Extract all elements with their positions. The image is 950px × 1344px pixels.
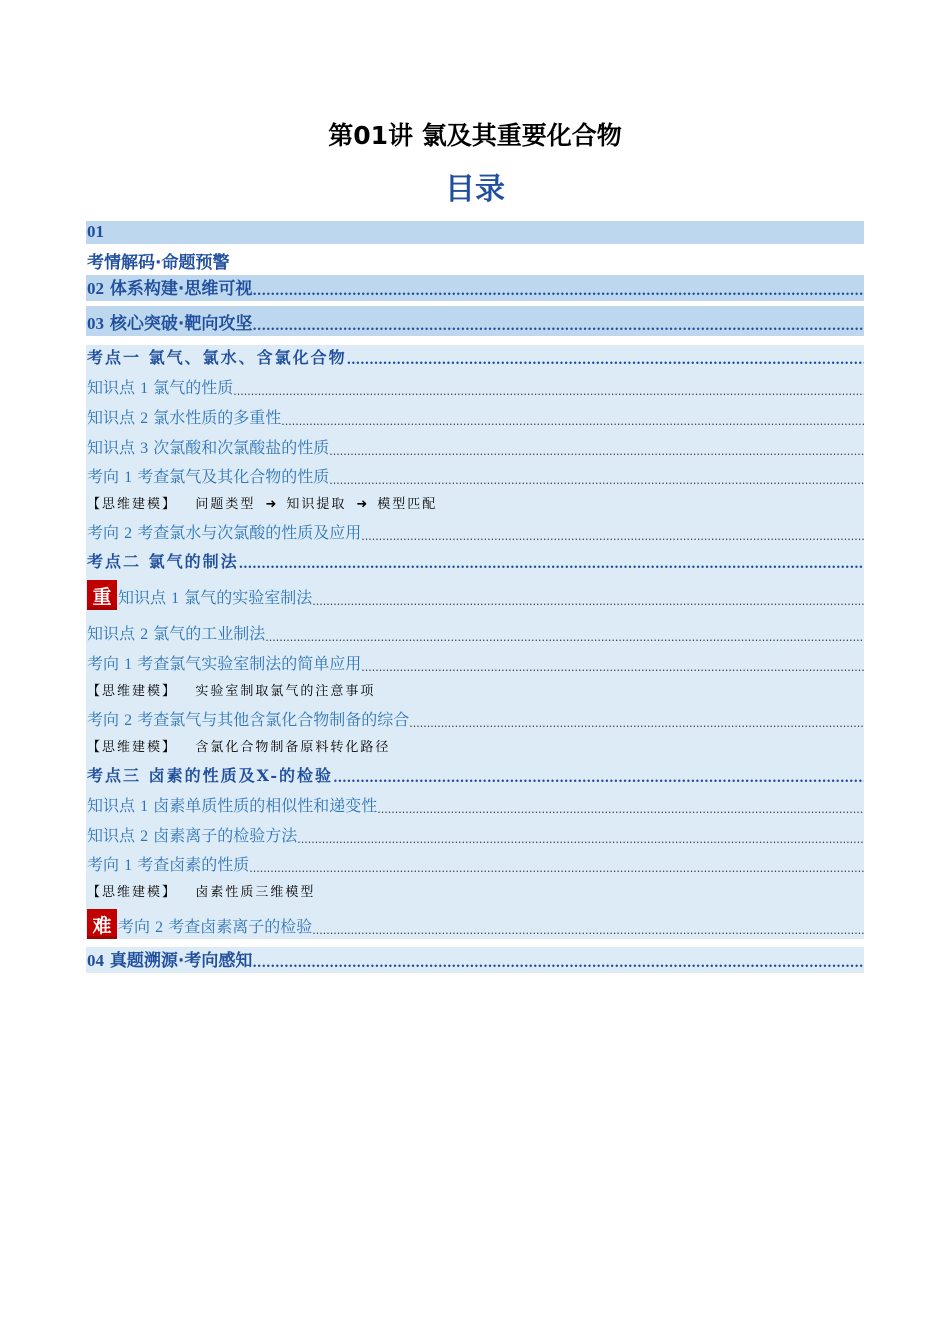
toc-item-label: 考查氯气及其化合物的性质: [137, 467, 330, 486]
toc-leader-dots: [312, 924, 864, 937]
toc-section-label: 考情解码·命题预警: [87, 253, 230, 273]
toc-kaodian-2-row[interactable]: [86, 545, 864, 574]
toc-section-label: 真题溯源·考向感知: [109, 951, 253, 971]
toc-section-number: 02: [87, 279, 104, 298]
toc-leader-dots: [233, 385, 864, 398]
toc-knowledge-point-row[interactable]: 知识点 1 卤素单质性质的相似性和递变性 .....: [86, 788, 864, 818]
toc-direction-row[interactable]: 难 考向 2 考查卤素离子的检验 .....: [86, 904, 864, 939]
toc-section-04-row[interactable]: [86, 947, 864, 973]
thinking-model-tag: 【思维建模】: [87, 684, 178, 699]
toc-leader-dots: [361, 661, 864, 674]
toc-direction-row[interactable]: 考向 1 考查氯气及其化合物的性质 .....: [86, 460, 864, 489]
toc-item-label: 卤素离子的检验方法: [153, 826, 298, 845]
difficult-point-badge: 难: [87, 909, 117, 939]
toc-leader-dots: [281, 415, 864, 428]
toc-item-label: 氯水性质的多重性: [153, 408, 282, 427]
page-title: 第01讲 氯及其重要化合物: [328, 121, 622, 150]
toc-section-number: 04: [87, 951, 104, 970]
toc-kaodian-3-row[interactable]: [86, 759, 864, 788]
arrow-right-icon: ➜: [265, 497, 277, 512]
toc-kaodian-1-row[interactable]: [86, 345, 864, 370]
thinking-model-tag: 【思维建模】: [87, 885, 178, 900]
toc-thinking-model-row[interactable]: 【思维建模】 问题类型 ➜ 知识提取 ➜ 模型匹配: [86, 489, 864, 516]
toc-knowledge-point-row[interactable]: 知识点 1 氯气的性质 .....: [86, 370, 864, 400]
toc-leader-dots: [329, 445, 864, 458]
toc-knowledge-point-row[interactable]: 知识点 2 氯水性质的多重性 .....: [86, 400, 864, 430]
toc-section-02-row[interactable]: [86, 275, 864, 301]
toc-section-label: 体系构建·思维可视: [109, 279, 253, 299]
toc-leader-dots: [265, 631, 864, 644]
toc-item-label: 氯气的实验室制法: [184, 588, 313, 607]
toc-leader-dots: [239, 557, 864, 572]
toc-thinking-model-row[interactable]: 【思维建模】 卤素性质三维模型: [86, 877, 864, 904]
toc-kaodian-label: 考点二 氯气的制法: [87, 552, 239, 571]
toc-item-label: 氯气的性质: [153, 378, 234, 397]
toc-direction-row[interactable]: 考向 1 考查卤素的性质 .....: [86, 848, 864, 877]
toc-item-label: 考查卤素的性质: [137, 855, 250, 874]
toc-leader-dots: [377, 803, 864, 816]
toc-leader-dots: [329, 474, 864, 487]
toc-thinking-model-row[interactable]: 【思维建模】 实验室制取氯气的注意事项: [86, 676, 864, 703]
toc-item-label: 考查氯水与次氯酸的性质及应用: [137, 523, 362, 542]
toc-knowledge-point-row[interactable]: 知识点 2 氯气的工业制法 .....: [86, 610, 864, 646]
toc-direction-row[interactable]: 考向 1 考查氯气实验室制法的简单应用 .....: [86, 646, 864, 676]
toc-leader-dots: [333, 771, 864, 786]
toc-leader-dots: [297, 833, 864, 846]
toc-direction-row[interactable]: 考向 2 考查氯气与其他含氯化合物制备的综合 .....: [86, 703, 864, 732]
toc-item-label: 考查氯气与其他含氯化合物制备的综合: [137, 710, 410, 729]
toc-kaodian-label: 考点三 卤素的性质及X-的检验: [87, 766, 334, 785]
toc-section-01-row[interactable]: [86, 244, 864, 275]
toc-item-label: 次氯酸和次氯酸盐的性质: [153, 438, 330, 457]
toc-leader-dots: [252, 284, 864, 299]
table-of-contents: [86, 221, 864, 973]
toc-item-label: 考查卤素离子的检验: [168, 917, 313, 936]
toc-leader-dots: [252, 319, 864, 334]
toc-knowledge-point-row[interactable]: 知识点 3 次氯酸和次氯酸盐的性质 .....: [86, 430, 864, 460]
toc-spacer: [86, 336, 864, 345]
toc-item-label: 卤素单质性质的相似性和递变性: [153, 796, 378, 815]
arrow-right-icon: ➜: [356, 497, 368, 512]
thinking-model-tag: 【思维建模】: [87, 740, 178, 755]
toc-heading: 目录: [445, 172, 505, 207]
toc-leader-dots: [409, 717, 864, 730]
toc-thinking-model-row[interactable]: 【思维建模】 含氯化合物制备原料转化路径: [86, 732, 864, 759]
toc-section-number: 03: [87, 314, 104, 333]
toc-item-label: 氯气的工业制法: [153, 624, 266, 643]
toc-leader-dots: [312, 595, 864, 608]
toc-leader-dots: [361, 530, 864, 543]
toc-section-03-row[interactable]: [86, 306, 864, 336]
toc-knowledge-point-row[interactable]: 重 知识点 1 氯气的实验室制法 .....: [86, 574, 864, 610]
toc-item-label: 考查氯气实验室制法的简单应用: [137, 654, 362, 673]
toc-kaodian-label: 考点一 氯气、氯水、含氯化合物: [87, 348, 347, 367]
toc-leader-dots: [249, 862, 864, 875]
toc-direction-row[interactable]: 考向 2 考查氯水与次氯酸的性质及应用 .....: [86, 516, 864, 545]
key-point-badge: 重: [87, 580, 117, 610]
toc-section-number: 01: [87, 222, 104, 241]
toc-leader-dots: [347, 353, 864, 368]
toc-spacer: [86, 939, 864, 947]
toc-section-label: 核心突破·靶向攻坚: [109, 314, 253, 334]
thinking-model-tag: 【思维建模】: [87, 497, 178, 512]
toc-section-01-number-row[interactable]: [86, 221, 864, 244]
toc-leader-dots: [252, 956, 864, 971]
toc-knowledge-point-row[interactable]: 知识点 2 卤素离子的检验方法 .....: [86, 818, 864, 848]
